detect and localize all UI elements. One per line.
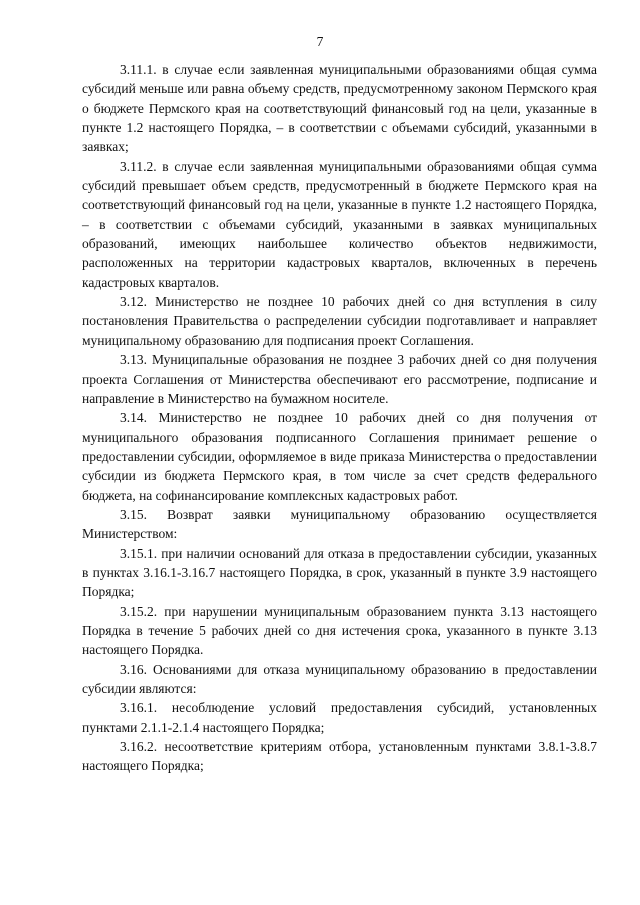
paragraph-3-15-2: 3.15.2. при нарушении муниципальным образованием пункта 3.13 настоящего Порядка в течение 5 рабочих дней со дня истечения срока, указанного в пункте 3.13 настоящего Порядка. <box>82 603 597 658</box>
paragraph-3-14: 3.14. Министерство не позднее 10 рабочих дней со дня получения от муниципального образования подписанного Соглашения принимает решение о предоставлении субсидии, оформляемое в виде приказа Министерства о предоставлении субсидии из бюджета Пермского края, в том числе за счет средств федерального бюджета, на софинансирование комплексных кадастровых работ. <box>82 410 597 503</box>
paragraph-3-11-2: 3.11.2. в случае если заявленная муниципальными образованиями общая сумма субсидий превышает объем средств, предусмотренный в бюджете Пермского края на соответствующий финансовый год на цели, указанные в пункте 1.2 настоящего Порядка, – в соответствии с объемами субсидий, указанными в заявках муниципальных образований, имеющих наибольшее количество объектов недвижимости, расположенных на территории кадастровых кварталов, включенных в перечень кадастровых кварталов. <box>82 158 597 290</box>
paragraph-3-15: 3.15. Возврат заявки муниципальному образованию осуществляется Министерством: <box>82 506 597 542</box>
page-number: 7 <box>316 34 324 49</box>
paragraph-3-16: 3.16. Основаниями для отказа муниципальному образованию в предоставлении субсидии являются: <box>82 661 597 696</box>
paragraph-3-13: 3.13. Муниципальные образования не позднее 3 рабочих дней со дня получения проекта Соглашения от Министерства обеспечивают его рассмотрение, подписание и направление в Министерство на бумажном носителе. <box>82 352 597 406</box>
document-body <box>82 60 597 776</box>
paragraph-3-12: 3.12. Министерство не позднее 10 рабочих дней со дня вступления в силу постановления Правительства о распределении субсидии подготавливает и направляет муниципальному образованию для подписания проект Соглашения. <box>82 294 597 348</box>
paragraph-3-11-1: 3.11.1. в случае если заявленная муниципальными образованиями общая сумма субсидий меньше или равна объему средств, предусмотренному законом Пермского края о бюджете Пермского края на соответствующий финансовый год на цели, указанные в пункте 1.2 настоящего Порядка, – в соответствии с объемами субсидий, указанными в заявках; <box>82 62 597 155</box>
paragraph-3-15-1: 3.15.1. при наличии оснований для отказа в предоставлении субсидии, указанных в пунктах 3.16.1-3.16.7 настоящего Порядка, в срок, указанный в пункте 3.9 настоящего Порядка; <box>82 545 597 600</box>
paragraph-3-16-2: 3.16.2. несоответствие критериям отбора, установленным пунктами 3.8.1-3.8.7 настоящего Порядка; <box>82 739 597 774</box>
paragraph-3-16-1: 3.16.1. несоблюдение условий предоставления субсидий, установленных пунктами 2.1.1-2.1.4 настоящего Порядка; <box>82 700 597 735</box>
